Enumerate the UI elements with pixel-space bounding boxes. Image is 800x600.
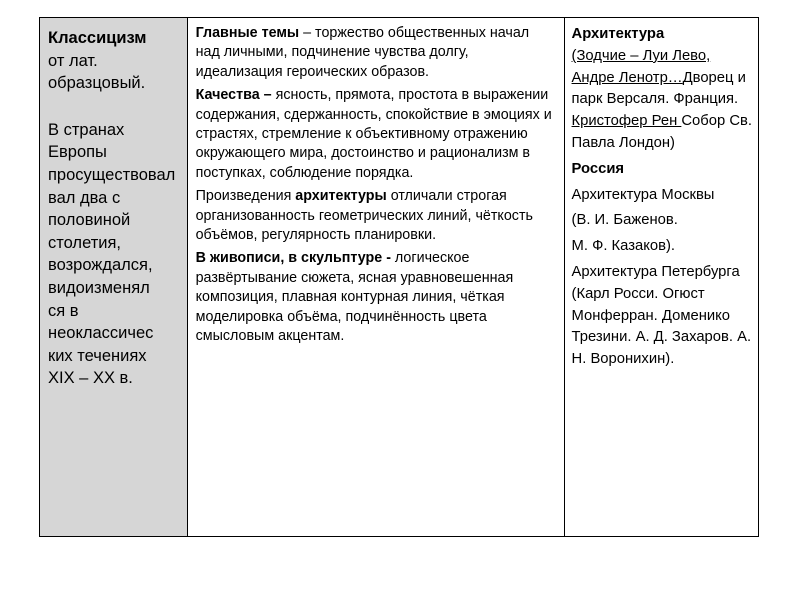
table-cell-examples xyxy=(565,18,758,536)
russia-item-3: М. Ф. Казаков). xyxy=(571,238,676,255)
paragraph-architecture xyxy=(196,187,557,245)
qualities-heading: Качества – xyxy=(195,87,272,104)
versailles-text: Дворец и парк Версаля. Франция. xyxy=(571,69,746,108)
history-line-2: Европы xyxy=(48,143,107,162)
history-line-8: видоизменял xyxy=(48,278,150,297)
paragraph-qualities xyxy=(196,86,557,183)
qualities-text: ясность, прямота, простота в выражении содержания, сдержанность, спокойствие в эмоциях и страстях, стремление к объективному отражению окружающего мира, достоинство и рационализм в поступках, соблюдение порядка. xyxy=(195,87,552,181)
history-line-1: В странах xyxy=(48,120,125,139)
history-line-9: ся в xyxy=(48,301,79,320)
architecture-heading: архитектуры xyxy=(295,188,387,205)
history-line-4: вал два с xyxy=(48,188,121,207)
russia-item-4: Архитектура Петербурга (Карл Росси. Огюст Монферран. Доменико Трезини. А. Д. Захаров. А. Н. Воронихин). xyxy=(571,263,752,368)
history-line-10: неоклассичес xyxy=(48,324,154,343)
russia-item-1: Архитектура Москвы xyxy=(571,186,715,203)
history-line-12: XIX – XX в. xyxy=(48,369,133,388)
russia-item-2: (В. И. Баженов. xyxy=(571,212,678,229)
st-paul-text: Собор Св. Павла Лондон) xyxy=(571,113,752,151)
table-cell-classicism xyxy=(40,18,188,536)
architecture-text: отличали строгая организованность геометрических линий, чёткость объёмов, регулярность планировки. xyxy=(195,188,533,244)
architecture-title: Архитектура xyxy=(571,26,665,42)
main-themes-text: – торжество общественных начал над личными, подчинение чувства долгу, идеализация героических образов. xyxy=(195,25,530,80)
painting-heading: В живописи, в скульптуре - xyxy=(195,250,391,267)
history-line-11: ких течениях xyxy=(48,346,147,365)
definition-line-2: образцовый. xyxy=(48,74,146,93)
architecture-prefix: Произведения xyxy=(195,188,296,205)
painting-text: логическое развёртывание сюжета, ясная уравновешенная композиция, плавная контурная линия, чёткая моделировка объёма, подчинённость цвета смысловым акцентам. xyxy=(195,250,514,345)
cell-title: Классицизм xyxy=(48,29,147,47)
definition-line-1: от лат. xyxy=(48,51,98,70)
history-line-7: возрождался, xyxy=(48,256,153,275)
paragraph-painting xyxy=(196,249,557,346)
russia-title: Россия xyxy=(571,160,625,177)
history-line-3: просуществовал xyxy=(48,165,176,184)
table-cell-features xyxy=(188,18,565,536)
paragraph-main-themes xyxy=(196,24,557,82)
spacer xyxy=(48,95,181,119)
history-line-5: половиной xyxy=(48,211,131,230)
history-line-6: столетия, xyxy=(48,233,121,252)
wren-link: Кристофер Рен xyxy=(571,113,682,130)
architects-link: (Зодчие – Луи Лево, Андре Ленотр… xyxy=(571,47,711,86)
main-themes-heading: Главные темы xyxy=(195,25,300,41)
info-table xyxy=(39,17,759,537)
france-architecture-block xyxy=(572,24,752,155)
